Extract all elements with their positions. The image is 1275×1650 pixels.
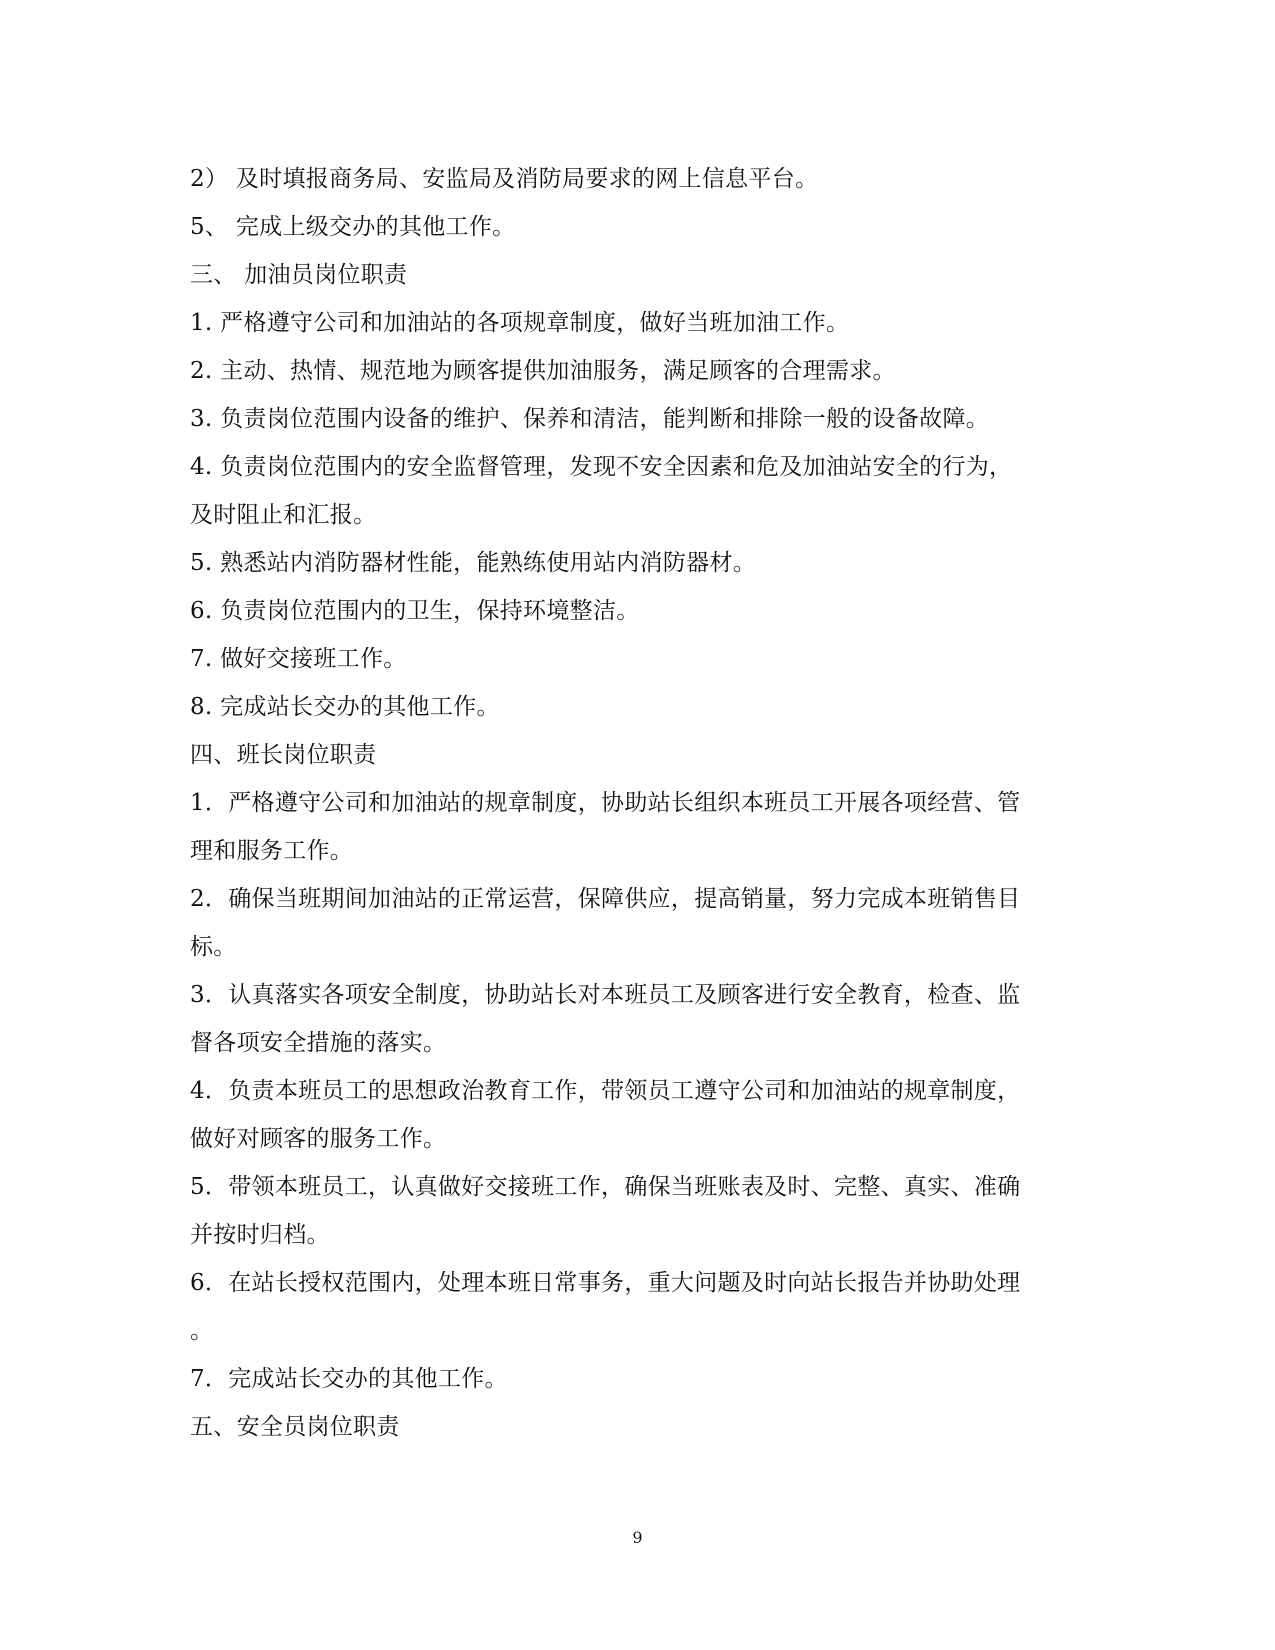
text-line: 理和服务工作。	[190, 838, 354, 864]
text-line: 督各项安全措施的落实。	[190, 1030, 447, 1056]
text-line: 2．确保当班期间加油站的正常运营，保障供应，提高销量，努力完成本班销售目	[190, 886, 1021, 912]
section-heading: 五、安全员岗位职责	[190, 1414, 400, 1440]
text-line: 并按时归档。	[190, 1222, 330, 1248]
text-line: 1. 严格遵守公司和加油站的各项规章制度，做好当班加油工作。	[190, 310, 850, 336]
text-line: 7. 做好交接班工作。	[190, 646, 407, 672]
text-line: 5．带领本班员工，认真做好交接班工作，确保当班账表及时、完整、真实、准确	[190, 1174, 1021, 1200]
text-line: 5、 完成上级交办的其他工作。	[190, 214, 516, 240]
text-line: 7．完成站长交办的其他工作。	[190, 1366, 508, 1392]
text-line: 3. 负责岗位范围内设备的维护、保养和清洁，能判断和排除一般的设备故障。	[190, 406, 990, 432]
text-line: 1．严格遵守公司和加油站的规章制度，协助站长组织本班员工开展各项经营、管	[190, 790, 1021, 816]
section-heading: 四、班长岗位职责	[190, 742, 377, 768]
text-line: 6. 负责岗位范围内的卫生，保持环境整洁。	[190, 598, 640, 624]
text-line: 2. 主动、热情、规范地为顾客提供加油服务，满足顾客的合理需求。	[190, 358, 896, 384]
text-line: 做好对顾客的服务工作。	[190, 1126, 447, 1152]
text-line: 标。	[190, 934, 237, 960]
section-heading: 三、 加油员岗位职责	[190, 262, 408, 288]
document-body	[190, 155, 1090, 1451]
text-line: 。	[190, 1318, 214, 1344]
text-line: 5. 熟悉站内消防器材性能，能熟练使用站内消防器材。	[190, 550, 757, 576]
text-line: 3．认真落实各项安全制度，协助站长对本班员工及顾客进行安全教育，检查、监	[190, 982, 1021, 1008]
text-line: 8. 完成站长交办的其他工作。	[190, 694, 500, 720]
text-line: 4. 负责岗位范围内的安全监督管理，发现不安全因素和危及加油站安全的行为，	[190, 454, 1013, 480]
text-line: 6．在站长授权范围内，处理本班日常事务，重大问题及时向站长报告并协助处理	[190, 1270, 1021, 1296]
text-line: 及时阻止和汇报。	[190, 502, 377, 528]
page-number: 9	[632, 1528, 643, 1547]
text-line: 2） 及时填报商务局、安监局及消防局要求的网上信息平台。	[190, 166, 819, 192]
text-line: 4．负责本班员工的思想政治教育工作，带领员工遵守公司和加油站的规章制度，	[190, 1078, 1021, 1104]
